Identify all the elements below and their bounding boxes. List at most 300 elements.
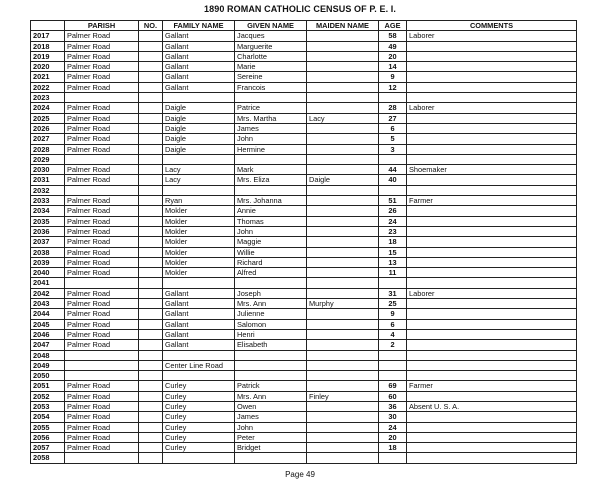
age-cell [379,350,407,360]
table-row [31,360,577,370]
table-row [31,196,577,206]
table-row [31,113,577,123]
given-name-cell [235,350,307,360]
row-number: 2050 [31,371,65,381]
parish-cell: Palmer Road [65,82,139,92]
age-cell: 30 [379,412,407,422]
maiden-name-cell [307,350,379,360]
age-cell: 18 [379,443,407,453]
row-number: 2039 [31,257,65,267]
table-row [31,381,577,391]
comments-cell [407,82,577,92]
table-row [31,62,577,72]
age-cell: 9 [379,72,407,82]
age-cell: 51 [379,196,407,206]
maiden-name-cell [307,41,379,51]
no-cell [139,226,163,236]
maiden-name-cell [307,237,379,247]
family-name-cell: Mokler [163,268,235,278]
age-cell [379,278,407,288]
row-number: 2034 [31,206,65,216]
comments-cell [407,41,577,51]
given-name-cell: Alfred [235,268,307,278]
table-row [31,432,577,442]
parish-cell: Palmer Road [65,309,139,319]
family-name-cell: Gallant [163,329,235,339]
col-header-parish: PARISH [65,21,139,31]
comments-cell [407,278,577,288]
age-cell: 25 [379,299,407,309]
no-cell [139,443,163,453]
family-name-cell: Daigle [163,103,235,113]
age-cell: 5 [379,134,407,144]
comments-cell [407,268,577,278]
comments-cell [407,175,577,185]
parish-cell: Palmer Road [65,381,139,391]
no-cell [139,371,163,381]
given-name-cell: Mrs. Eliza [235,175,307,185]
no-cell [139,175,163,185]
comments-cell [407,154,577,164]
given-name-cell: Mrs. Ann [235,299,307,309]
comments-cell [407,340,577,350]
given-name-cell: James [235,123,307,133]
col-header-family-name: FAMILY NAME [163,21,235,31]
maiden-name-cell [307,82,379,92]
parish-cell: Palmer Road [65,216,139,226]
given-name-cell: Henri [235,329,307,339]
maiden-name-cell: Murphy [307,299,379,309]
family-name-cell: Gallant [163,309,235,319]
comments-cell [407,113,577,123]
table-row [31,134,577,144]
given-name-cell: James [235,412,307,422]
age-cell: 69 [379,381,407,391]
age-cell: 26 [379,206,407,216]
parish-cell: Palmer Road [65,134,139,144]
maiden-name-cell [307,62,379,72]
row-number: 2055 [31,422,65,432]
age-cell: 14 [379,62,407,72]
maiden-name-cell [307,401,379,411]
maiden-name-cell [307,123,379,133]
parish-cell: Palmer Road [65,51,139,61]
no-cell [139,51,163,61]
family-name-cell: Curley [163,443,235,453]
table-row [31,443,577,453]
age-cell: 40 [379,175,407,185]
family-name-cell: Ryan [163,196,235,206]
age-cell: 24 [379,216,407,226]
age-cell: 60 [379,391,407,401]
comments-cell [407,319,577,329]
row-number: 2022 [31,82,65,92]
family-name-cell: Lacy [163,165,235,175]
family-name-cell [163,278,235,288]
no-cell [139,103,163,113]
table-row [31,216,577,226]
given-name-cell [235,154,307,164]
parish-cell [65,453,139,463]
table-row [31,350,577,360]
row-number: 2037 [31,237,65,247]
comments-cell [407,51,577,61]
row-number: 2047 [31,340,65,350]
no-cell [139,237,163,247]
age-cell: 11 [379,268,407,278]
age-cell [379,93,407,103]
comments-cell [407,309,577,319]
age-cell: 9 [379,309,407,319]
no-cell [139,412,163,422]
row-number: 2019 [31,51,65,61]
family-name-cell: Daigle [163,134,235,144]
no-cell [139,422,163,432]
no-cell [139,113,163,123]
age-cell: 58 [379,31,407,41]
maiden-name-cell [307,319,379,329]
no-cell [139,432,163,442]
parish-cell [65,350,139,360]
table-row [31,422,577,432]
maiden-name-cell [307,165,379,175]
comments-cell [407,123,577,133]
maiden-name-cell [307,309,379,319]
given-name-cell: Maggie [235,237,307,247]
age-cell: 28 [379,103,407,113]
age-cell: 36 [379,401,407,411]
row-number: 2033 [31,196,65,206]
comments-cell [407,216,577,226]
family-name-cell: Curley [163,412,235,422]
comments-cell [407,93,577,103]
comments-cell [407,144,577,154]
row-number: 2048 [31,350,65,360]
row-number: 2018 [31,41,65,51]
family-name-cell: Gallant [163,288,235,298]
given-name-cell: Mrs. Johanna [235,196,307,206]
maiden-name-cell: Lacy [307,113,379,123]
no-cell [139,165,163,175]
parish-cell: Palmer Road [65,247,139,257]
age-cell: 27 [379,113,407,123]
age-cell: 6 [379,319,407,329]
parish-cell: Palmer Road [65,123,139,133]
table-row [31,175,577,185]
given-name-cell: Owen [235,401,307,411]
no-cell [139,257,163,267]
parish-cell: Palmer Road [65,165,139,175]
no-cell [139,268,163,278]
comments-cell [407,62,577,72]
row-number: 2054 [31,412,65,422]
table-row [31,82,577,92]
parish-cell [65,371,139,381]
family-name-cell: Mokler [163,226,235,236]
family-name-cell: Mokler [163,237,235,247]
no-cell [139,216,163,226]
family-name-cell: Curley [163,432,235,442]
no-cell [139,360,163,370]
family-name-cell [163,371,235,381]
comments-cell [407,226,577,236]
given-name-cell: John [235,226,307,236]
parish-cell: Palmer Road [65,401,139,411]
comments-cell [407,329,577,339]
no-cell [139,144,163,154]
row-number: 2024 [31,103,65,113]
family-name-cell: Curley [163,401,235,411]
age-cell: 12 [379,82,407,92]
parish-cell: Palmer Road [65,144,139,154]
comments-cell [407,134,577,144]
parish-cell: Palmer Road [65,288,139,298]
no-cell [139,340,163,350]
age-cell: 13 [379,257,407,267]
family-name-cell [163,93,235,103]
comments-cell [407,350,577,360]
given-name-cell: John [235,134,307,144]
parish-cell: Palmer Road [65,319,139,329]
page-number: Page 49 [285,470,315,479]
age-cell [379,371,407,381]
table-row [31,185,577,195]
maiden-name-cell [307,144,379,154]
maiden-name-cell [307,422,379,432]
given-name-cell: Richard [235,257,307,267]
maiden-name-cell [307,288,379,298]
age-cell [379,154,407,164]
maiden-name-cell [307,371,379,381]
table-row [31,41,577,51]
row-number: 2028 [31,144,65,154]
age-cell: 49 [379,41,407,51]
family-name-cell: Gallant [163,62,235,72]
table-row [31,288,577,298]
no-cell [139,62,163,72]
row-number: 2021 [31,72,65,82]
parish-cell: Palmer Road [65,340,139,350]
comments-cell [407,453,577,463]
parish-cell: Palmer Road [65,268,139,278]
col-header-given-name: GIVEN NAME [235,21,307,31]
parish-cell: Palmer Road [65,72,139,82]
table-row [31,103,577,113]
family-name-cell: Center Line Road [163,360,235,370]
given-name-cell: John [235,422,307,432]
comments-cell [407,412,577,422]
parish-cell [65,360,139,370]
parish-cell: Palmer Road [65,257,139,267]
age-cell: 20 [379,51,407,61]
parish-cell: Palmer Road [65,412,139,422]
parish-cell: Palmer Road [65,422,139,432]
parish-cell: Palmer Road [65,443,139,453]
table-row [31,319,577,329]
family-name-cell [163,350,235,360]
family-name-cell: Mokler [163,216,235,226]
age-cell: 3 [379,144,407,154]
table-row [31,247,577,257]
table-row [31,123,577,133]
row-number: 2030 [31,165,65,175]
given-name-cell: Francois [235,82,307,92]
col-header-row-number [31,21,65,31]
age-cell: 31 [379,288,407,298]
row-number: 2035 [31,216,65,226]
row-number: 2044 [31,309,65,319]
given-name-cell: Marguerite [235,41,307,51]
comments-cell [407,432,577,442]
comments-cell [407,360,577,370]
no-cell [139,278,163,288]
table-row [31,165,577,175]
table-row [31,257,577,267]
given-name-cell: Peter [235,432,307,442]
table-row [31,93,577,103]
family-name-cell: Curley [163,422,235,432]
row-number: 2041 [31,278,65,288]
row-number: 2031 [31,175,65,185]
maiden-name-cell [307,196,379,206]
family-name-cell: Mokler [163,257,235,267]
no-cell [139,381,163,391]
comments-cell: Laborer [407,288,577,298]
table-row [31,371,577,381]
maiden-name-cell [307,268,379,278]
maiden-name-cell [307,329,379,339]
row-number: 2038 [31,247,65,257]
family-name-cell: Daigle [163,144,235,154]
given-name-cell [235,93,307,103]
row-number: 2052 [31,391,65,401]
family-name-cell [163,453,235,463]
given-name-cell: Bridget [235,443,307,453]
no-cell [139,72,163,82]
family-name-cell: Lacy [163,175,235,185]
family-name-cell: Gallant [163,41,235,51]
col-header-comments: COMMENTS [407,21,577,31]
age-cell: 2 [379,340,407,350]
comments-cell: Laborer [407,31,577,41]
parish-cell: Palmer Road [65,175,139,185]
parish-cell: Palmer Road [65,31,139,41]
comments-cell: Laborer [407,103,577,113]
parish-cell: Palmer Road [65,329,139,339]
no-cell [139,154,163,164]
table-row [31,226,577,236]
no-cell [139,247,163,257]
family-name-cell: Gallant [163,319,235,329]
maiden-name-cell [307,381,379,391]
table-row [31,144,577,154]
no-cell [139,299,163,309]
row-number: 2051 [31,381,65,391]
comments-cell: Absent U. S. A. [407,401,577,411]
maiden-name-cell [307,412,379,422]
no-cell [139,329,163,339]
table-row [31,51,577,61]
no-cell [139,391,163,401]
comments-cell [407,371,577,381]
age-cell: 18 [379,237,407,247]
maiden-name-cell: Finley [307,391,379,401]
given-name-cell [235,453,307,463]
table-row [31,31,577,41]
no-cell [139,206,163,216]
table-row [31,412,577,422]
maiden-name-cell [307,247,379,257]
family-name-cell: Mokler [163,206,235,216]
maiden-name-cell: Daigle [307,175,379,185]
row-number: 2042 [31,288,65,298]
table-row [31,340,577,350]
no-cell [139,123,163,133]
row-number: 2040 [31,268,65,278]
maiden-name-cell [307,154,379,164]
table-row [31,237,577,247]
row-number: 2049 [31,360,65,370]
no-cell [139,134,163,144]
comments-cell [407,299,577,309]
comments-cell [407,422,577,432]
row-number: 2057 [31,443,65,453]
no-cell [139,319,163,329]
given-name-cell [235,185,307,195]
row-number: 2027 [31,134,65,144]
row-number: 2056 [31,432,65,442]
header-row [31,21,577,31]
age-cell [379,453,407,463]
row-number: 2058 [31,453,65,463]
maiden-name-cell [307,278,379,288]
parish-cell: Palmer Road [65,206,139,216]
parish-cell [65,278,139,288]
parish-cell: Palmer Road [65,432,139,442]
col-header-no: NO. [139,21,163,31]
census-table [30,20,577,464]
age-cell [379,360,407,370]
row-number: 2026 [31,123,65,133]
row-number: 2017 [31,31,65,41]
family-name-cell: Gallant [163,82,235,92]
given-name-cell: Marie [235,62,307,72]
given-name-cell: Hermine [235,144,307,154]
age-cell: 15 [379,247,407,257]
maiden-name-cell [307,432,379,442]
census-body [31,31,577,463]
table-row [31,329,577,339]
table-row [31,206,577,216]
family-name-cell: Gallant [163,299,235,309]
maiden-name-cell [307,443,379,453]
family-name-cell: Gallant [163,72,235,82]
no-cell [139,309,163,319]
given-name-cell: Thomas [235,216,307,226]
given-name-cell [235,371,307,381]
age-cell: 24 [379,422,407,432]
parish-cell [65,93,139,103]
parish-cell: Palmer Road [65,62,139,72]
parish-cell: Palmer Road [65,237,139,247]
row-number: 2032 [31,185,65,195]
table-row [31,299,577,309]
no-cell [139,453,163,463]
parish-cell [65,185,139,195]
given-name-cell: Elisabeth [235,340,307,350]
maiden-name-cell [307,340,379,350]
table-row [31,154,577,164]
